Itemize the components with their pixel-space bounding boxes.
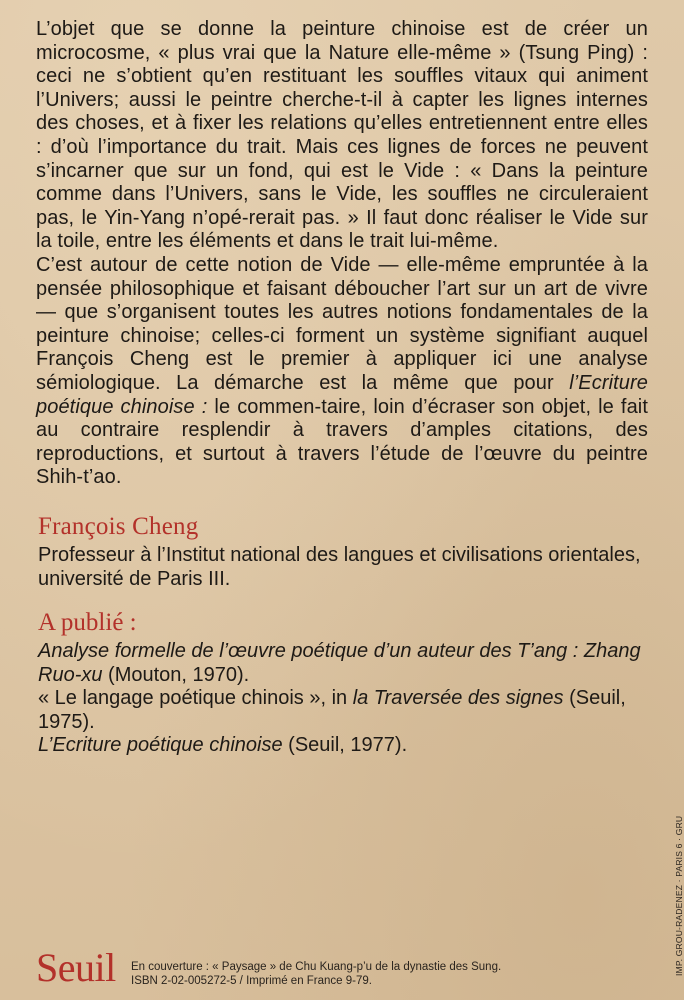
publication-article: « Le langage poétique chinois », in	[38, 687, 353, 710]
publications-list	[38, 640, 650, 758]
printer-mark	[662, 815, 684, 978]
blurb-paragraph-2	[36, 254, 648, 490]
cover-credit	[131, 960, 501, 988]
blurb-paragraph-2-start: C’est autour de cette notion de Vide — elle-même empruntée à la pensée philosophique et faisant déboucher l’art sur un art de vivre — que s’organisent toutes les autres notions fondamentales de la peinture chinoise; celles-ci forment un système signifiant auquel François Cheng est le premier à appliquer ici une analyse sémiologique. La démarche est la même que pour	[36, 253, 648, 394]
isbn-line: ISBN 2-02-005272-5 / Imprimé en France 9-79.	[131, 975, 372, 987]
publication-title: Analyse formelle de l’œuvre poétique d’un auteur des T’ang : Zhang Ruo-xu	[38, 640, 641, 686]
blurb-book-title: l’Ecriture poétique chinoise :	[36, 371, 648, 418]
publication-details: (Seuil, 1977).	[282, 734, 408, 757]
author-name: François Cheng	[38, 513, 199, 540]
publication-details: (Mouton, 1970).	[102, 663, 250, 686]
cover-credit-line: En couverture : « Paysage » de Chu Kuang-p’u de la dynastie des Sung.	[131, 961, 502, 973]
blurb-paragraph-2-end: le commen-taire, loin d’écraser son objet, le fait au contraire resplendir à travers d’amples citations, des reproductions, et surtout à travers l’étude de l’œuvre du peintre Shih-t’ao.	[36, 395, 648, 489]
author-bio: Professeur à l’Institut national des langues et civilisations orientales, université de Paris III.	[38, 544, 641, 590]
publication-details: (Seuil, 1975).	[38, 687, 626, 733]
published-heading: A publié :	[38, 609, 137, 636]
publication-item	[38, 640, 650, 687]
publisher-logo: Seuil	[36, 945, 116, 990]
publication-title: L’Ecriture poétique chinoise	[38, 734, 283, 757]
publication-item	[38, 687, 650, 734]
printer-mark-text: IMP. GROU-RADENEZ · PARIS 6 · GRU	[674, 815, 684, 976]
publication-title: la Traversée des signes	[352, 687, 564, 710]
publication-item	[38, 734, 650, 758]
blurb	[36, 18, 648, 490]
blurb-paragraph-1: L’objet que se donne la peinture chinoise est de créer un microcosme, « plus vrai que la Nature elle-même » (Tsung Ping) : ceci ne s’obtient qu’en restituant les souffles vitaux qui animent l’Univers; aussi le peintre cherche-t-il à capter les lignes internes des choses, et à fixer les relations qu’elles entretiennent entre elles : d’où l’importance du trait. Mais ces lignes de forces ne peuvent s’incarner que sur un fond, qui est le Vide : « Dans la peinture comme dans l’Univers, sans le Vide, les souffles ne circuleraient pas, le Yin-Yang n’opé-rerait pas. » Il faut donc réaliser le Vide sur la toile, entre les éléments et dans le trait lui-même.	[36, 18, 648, 253]
